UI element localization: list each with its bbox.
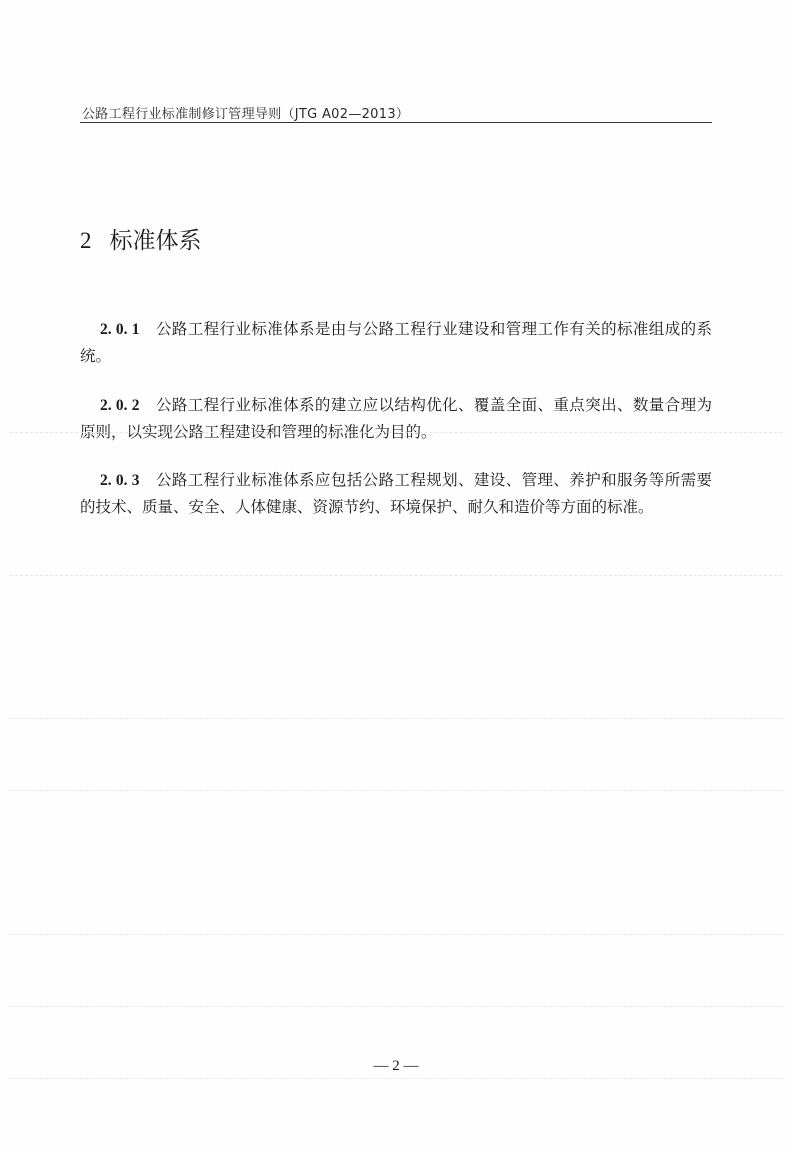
clause-text: 公路工程行业标准体系应包括公路工程规划、建设、管理、养护和服务等所需要的技术、质量、安全、人体健康、资源节约、环境保护、耐久和造价等方面的标准。 — [80, 471, 712, 516]
clause-2-0-2 — [80, 392, 712, 445]
chapter-heading — [80, 222, 202, 255]
chapter-number: 2 — [80, 228, 92, 253]
clause-2-0-1 — [80, 316, 712, 369]
scan-artifact-line — [10, 790, 782, 791]
chapter-title: 标准体系 — [109, 228, 202, 254]
scan-artifact-line — [10, 432, 782, 433]
scan-artifact-line — [10, 575, 782, 576]
clause-number: 2. 0. 2 — [100, 397, 140, 414]
scan-artifact-line — [10, 718, 782, 719]
page-number: — 2 — — [373, 1058, 419, 1074]
scan-artifact-line — [10, 1006, 782, 1007]
scan-artifact-line — [10, 1078, 782, 1079]
clause-text: 公路工程行业标准体系的建立应以结构优化、覆盖全面、重点突出、数量合理为原则，以实现公路工程建设和管理的标准化为目的。 — [80, 396, 712, 441]
clause-number: 2. 0. 3 — [100, 472, 140, 489]
clause-text: 公路工程行业标准体系是由与公路工程行业建设和管理工作有关的标准组成的系统。 — [80, 320, 712, 365]
header-rule — [80, 122, 712, 123]
clause-2-0-3 — [80, 467, 712, 520]
clause-number: 2. 0. 1 — [100, 321, 140, 338]
running-header: 公路工程行业标准制修订管理导则（JTG A02—2013） — [82, 107, 410, 122]
scan-artifact-line — [10, 934, 782, 935]
